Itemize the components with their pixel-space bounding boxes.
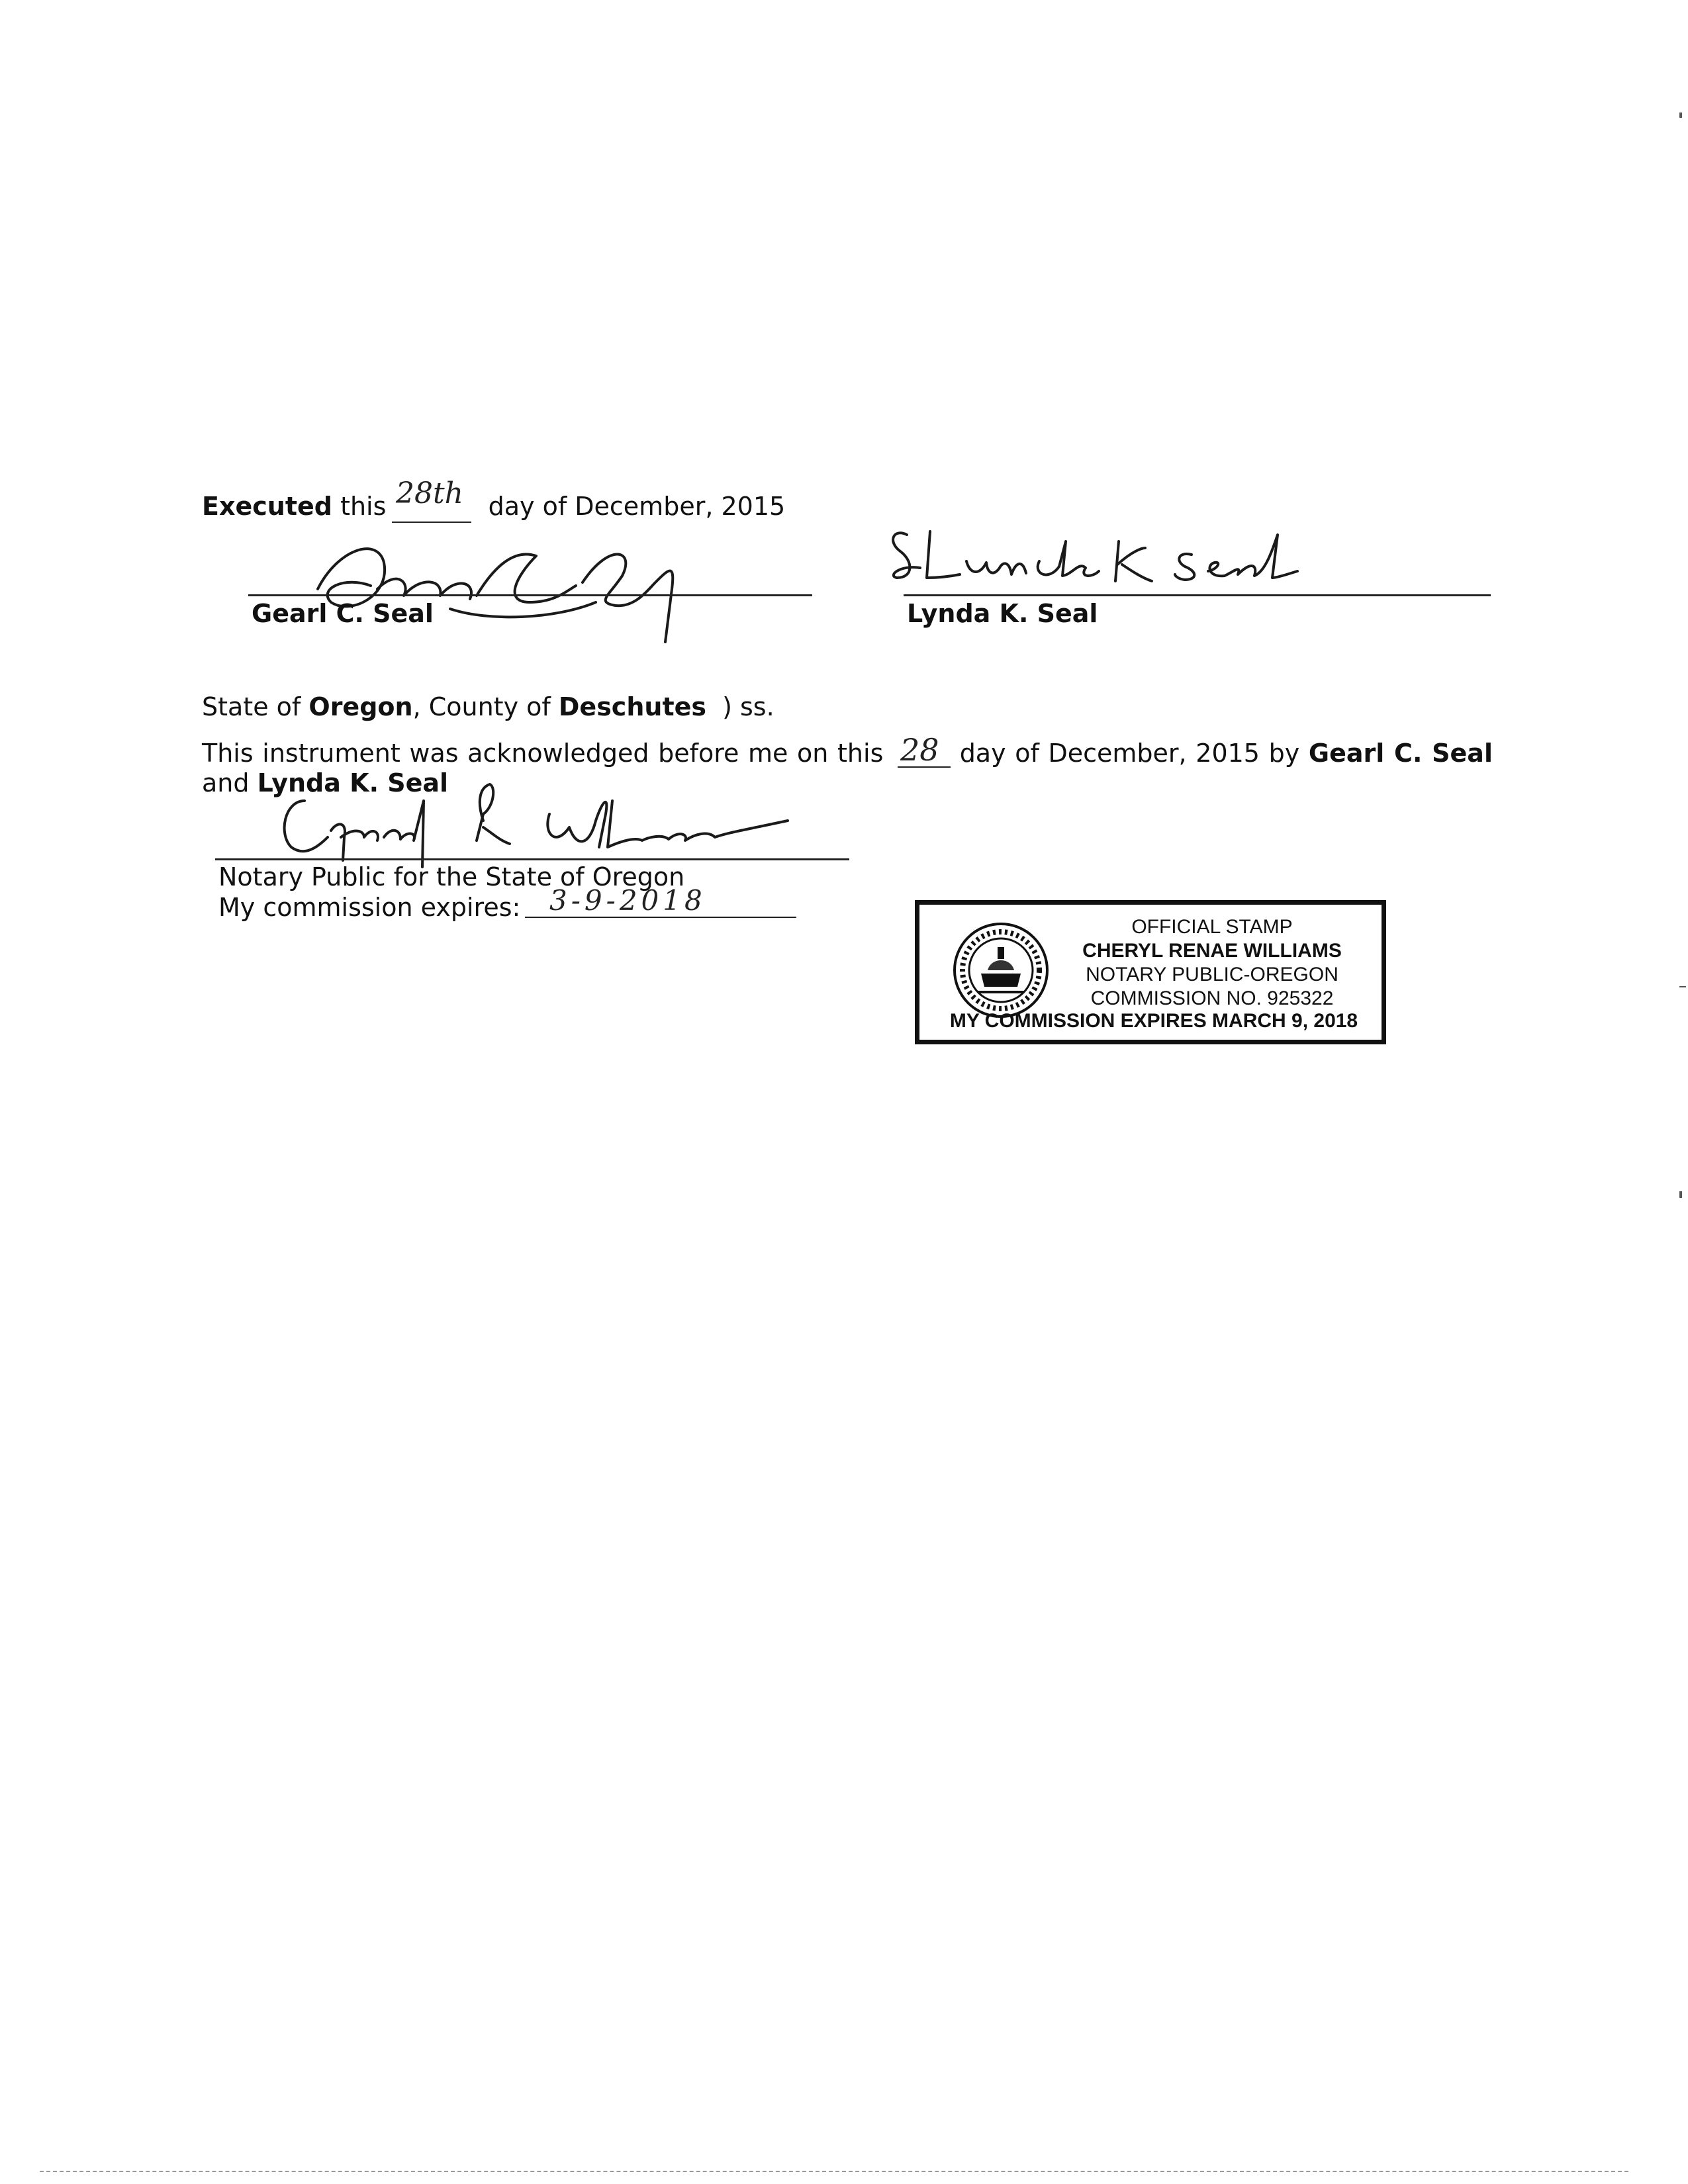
left-signature-line (248, 594, 812, 596)
notary-commission-underline (525, 917, 796, 918)
signature-lynda-k-seal (880, 515, 1383, 601)
execution-day-handwritten: 28th (396, 477, 464, 510)
scan-artifact (1679, 986, 1686, 987)
right-signature-line (904, 594, 1491, 596)
signature-gearl-c-seal (278, 523, 741, 649)
executed-label: Executed (202, 492, 332, 521)
ack-and: and (202, 768, 250, 797)
left-signer-name: Gearl C. Seal (252, 599, 434, 628)
county-prefix: , County of (412, 692, 551, 721)
state-name: Oregon (308, 692, 413, 721)
notary-title: Notary Public for the State of Oregon (218, 862, 685, 891)
stamp-line-2: CHERYL RENAE WILLIAMS (1082, 940, 1342, 962)
ack-day-handwritten: 28 (900, 732, 939, 768)
state-prefix: State of (202, 692, 301, 721)
stamp-line-1: OFFICIAL STAMP (1131, 916, 1293, 938)
ack-lead: This instrument was acknowledged before me on this (202, 739, 884, 768)
official-notary-stamp (915, 900, 1386, 1044)
stamp-text-block (1052, 915, 1372, 1011)
day-of-text: day of December, 2015 (488, 492, 786, 521)
county-name: Deschutes (558, 692, 706, 721)
notary-signature-line (215, 858, 849, 860)
scan-artifact (40, 2171, 1628, 2172)
executed-line (202, 491, 785, 522)
oregon-state-seal-icon (951, 921, 1051, 1020)
stamp-line-4: COMMISSION NO. 925322 (1090, 987, 1334, 1009)
scan-artifact (1679, 1191, 1682, 1198)
this-label: this (340, 492, 387, 521)
notary-commission-handwritten: 3-9-2018 (549, 884, 706, 917)
venue-line (202, 692, 774, 722)
stamp-line-3: NOTARY PUBLIC-OREGON (1086, 964, 1338, 985)
ack-middle: day of December, 2015 by (959, 739, 1300, 768)
acknowledgment-line-1 (202, 738, 1493, 768)
ack-name1: Gearl C. Seal (1308, 739, 1493, 768)
ack-name2: Lynda K. Seal (257, 768, 449, 797)
right-signer-name: Lynda K. Seal (907, 599, 1098, 628)
notary-commission-label: My commission expires: (218, 893, 521, 922)
stamp-line-5: MY COMMISSION EXPIRES MARCH 9, 2018 (949, 1010, 1358, 1032)
scan-artifact (1679, 113, 1682, 118)
ss-label: ) ss. (722, 692, 774, 721)
